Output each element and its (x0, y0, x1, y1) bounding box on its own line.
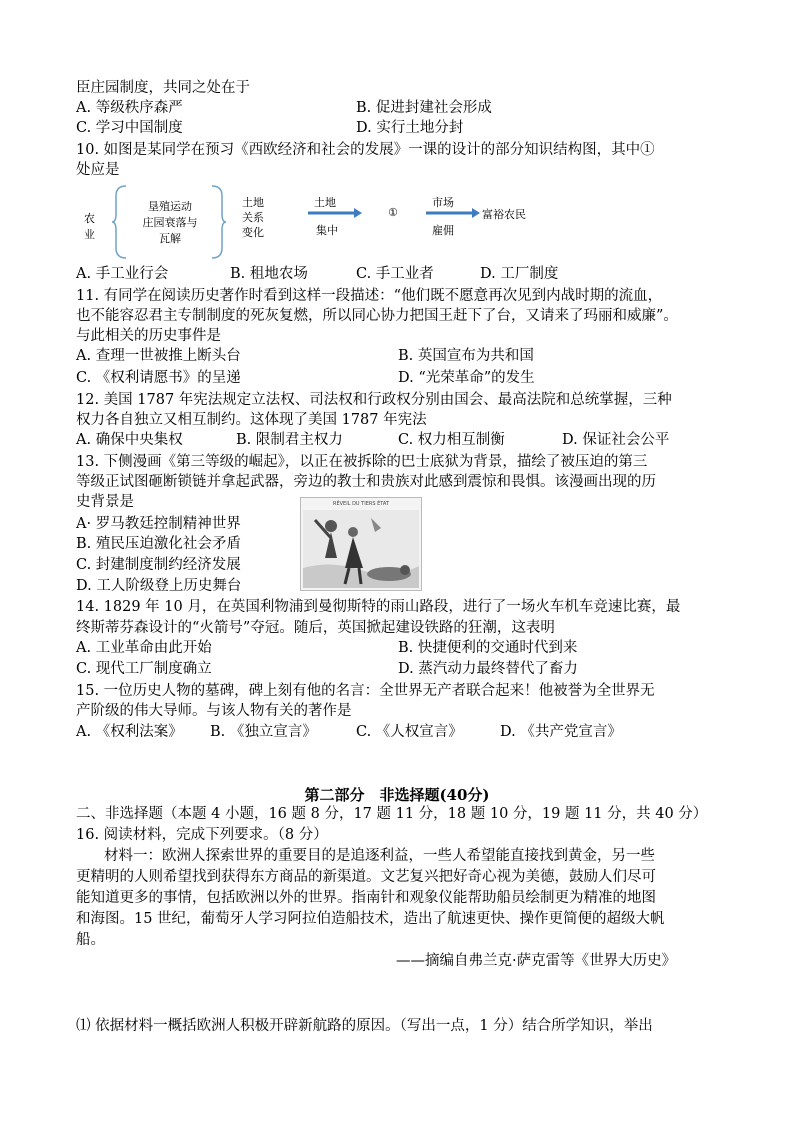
q10-option-a: A. 手工业行会 (76, 266, 169, 282)
q11-stem: 11. 有同学在阅读历史著作时看到这样一段描述：“他们既不愿意再次见到内战时期的流血， (76, 288, 663, 304)
third-estate-cartoon (300, 497, 422, 591)
q15-option-b: B. 《独立宣言》 (210, 724, 317, 740)
q11-option-a: A. 查理一世被推上断头台 (76, 348, 241, 364)
diagram-end-label: 富裕农民 (482, 208, 526, 221)
q14-option-a: A. 工业革命由此开始 (76, 640, 212, 656)
q16-material-line-2: 更精明的人则希望找到获得东方商品的新渠道。文艺复兴把好奇心视为美德，鼓励人们尽可 (76, 869, 656, 885)
q12-option-a: A. 确保中央集权 (76, 432, 183, 448)
brace-left-icon (112, 184, 128, 260)
q15-stem: 15. 一位历史人物的墓碑，碑上刻有他的名言：全世界无产者联合起来！他被誉为全世界无 (76, 683, 655, 699)
arrow2-bottom-label: 雇佣 (432, 224, 454, 237)
q11-stem-2: 也不能容忍君主专制制度的死灰复燃，所以同心协力把国王赶下了台，又请来了玛丽和威廉”。 (76, 308, 678, 324)
q11-option-b: B. 英国宣布为共和国 (398, 348, 534, 364)
diagram-box-line-2: 庄园衰落与 (142, 216, 198, 229)
q13-option-a: A· 罗马教廷控制精神世界 (76, 516, 241, 532)
cartoon-caption: RÉVEIL DU TIERS ÉTAT (333, 501, 389, 507)
q14-stem-2: 终斯蒂芬森设计的“火箭号”夺冠。随后，英国掀起建设铁路的狂潮，这表明 (76, 620, 555, 636)
q9-option-d: D. 实行土地分封 (356, 120, 464, 136)
q13-stem-3: 史背景是 (76, 494, 134, 510)
q13-option-c: C. 封建制度制约经济发展 (76, 557, 241, 573)
q16-subquestion-1: ⑴ 依据材料一概括欧洲人积极开辟新航路的原因。（写出一点，1 分）结合所学知识，举出 (76, 1018, 653, 1034)
diagram-label-guanxi: 关系 (242, 211, 264, 224)
q14-option-c: C. 现代工厂制度确立 (76, 661, 212, 677)
q9-stem-end: 臣庄园制度，共同之处在于 (76, 80, 250, 96)
q10-stem-2: 处应是 (76, 162, 120, 178)
q16-material-line-4: 和海图。15 世纪，葡萄牙人学习阿拉伯造船技术，造出了航速更快、操作更简便的超级大帆 (76, 911, 665, 927)
q13-stem: 13. 下侧漫画《第三等级的崛起》，以正在被拆除的巴士底狱为背景，描绘了被压迫的第三 (76, 454, 648, 470)
arrow1-top-label: 土地 (314, 196, 336, 209)
q14-stem: 14. 1829 年 10 月，在英国利物浦到曼彻斯特的雨山路段，进行了一场火车机车竞速比赛，最 (76, 599, 681, 615)
arrow1-bottom-label: 集中 (316, 224, 338, 237)
q12-option-c: C. 权力相互制衡 (398, 432, 505, 448)
q15-option-d: D. 《共产党宣言》 (500, 724, 622, 740)
q14-option-b: B. 快捷便利的交通时代到来 (398, 640, 578, 656)
q10-option-d: D. 工厂制度 (480, 266, 559, 282)
diagram-box-line-3: 瓦解 (159, 232, 181, 245)
q15-option-c: C. 《人权宣言》 (356, 724, 463, 740)
q13-option-b: B. 殖民压迫激化社会矛盾 (76, 536, 241, 552)
q10-option-b: B. 租地农场 (230, 266, 308, 282)
q13-option-d: D. 工人阶级登上历史舞台 (76, 578, 242, 594)
q16-material-line-3: 能知道更多的事情，包括欧洲以外的世界。指南针和观象仪能帮助船员绘制更为精准的地图 (76, 890, 656, 906)
q12-stem: 12. 美国 1787 年宪法规定立法权、司法权和行政权分别由国会、最高法院和总统掌握，三种 (76, 392, 672, 408)
diagram-blank-circle: ① (388, 206, 398, 219)
q12-option-d: D. 保证社会公平 (562, 432, 670, 448)
q16-source: ——摘编自弗兰克·萨克雷等《世界大历史》 (396, 953, 677, 969)
knowledge-structure-diagram (76, 182, 576, 264)
q9-option-c: C. 学习中国制度 (76, 120, 183, 136)
diagram-label-left-1: 农 (84, 212, 95, 225)
part2-instructions: 二、非选择题（本题 4 小题，16 题 8 分，17 题 11 分，18 题 10 分，19 题 11 分，共 40 分） (76, 806, 708, 822)
q13-stem-2: 等级正试图砸断锁链并拿起武器，旁边的教士和贵族对此感到震惊和畏惧。该漫画出现的历 (76, 474, 656, 490)
cartoon-illustration-icon (301, 498, 421, 590)
diagram-label-bianhua: 变化 (242, 226, 264, 239)
q15-stem-2: 产阶级的伟大导师。与该人物有关的著作是 (76, 703, 352, 719)
q10-stem: 10. 如图是某同学在预习《西欧经济和社会的发展》一课的设计的部分知识结构图，其中① (76, 142, 655, 158)
part2-title: 第二部分 非选择题(40分) (304, 786, 490, 804)
arrow-right-icon (426, 208, 480, 218)
q9-option-a: A. 等级秩序森严 (76, 100, 183, 116)
diagram-label-tudi: 土地 (242, 196, 264, 209)
q16-material-line-1: 材料一：欧洲人探索世界的重要目的是追逐利益，一些人希望能直接找到黄金，另一些 (104, 848, 655, 864)
diagram-label-left-2: 业 (84, 228, 95, 241)
diagram-box-line-1: 垦殖运动 (148, 200, 192, 213)
brace-right-icon (210, 184, 226, 260)
arrow2-top-label: 市场 (432, 196, 454, 209)
q16-stem: 16. 阅读材料，完成下列要求。（8 分） (76, 827, 328, 843)
q12-stem-2: 权力各自独立又相互制约。这体现了美国 1787 年宪法 (76, 412, 427, 428)
q9-option-b: B. 促进封建社会形成 (356, 100, 492, 116)
q15-option-a: A. 《权利法案》 (76, 724, 183, 740)
q11-option-d: D. “光荣革命”的发生 (398, 370, 535, 386)
q12-option-b: B. 限制君主权力 (236, 432, 343, 448)
q10-option-c: C. 手工业者 (356, 266, 434, 282)
q11-stem-3: 与此相关的历史事件是 (76, 328, 221, 344)
q11-option-c: C. 《权利请愿书》的呈递 (76, 370, 241, 386)
q14-option-d: D. 蒸汽动力最终替代了畜力 (398, 661, 578, 677)
q16-material-line-5: 船。 (76, 932, 105, 948)
arrow-right-icon (308, 208, 362, 218)
